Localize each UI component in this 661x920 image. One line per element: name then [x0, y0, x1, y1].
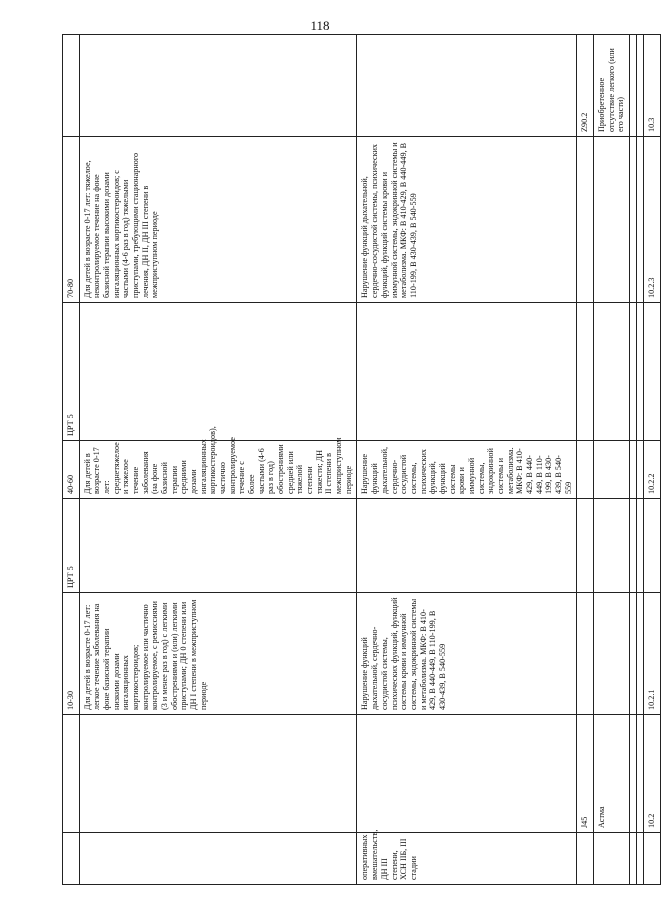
table-cell: [629, 137, 636, 303]
table-cell: Астма: [593, 715, 629, 833]
classification-table: [62, 34, 661, 885]
table-row: [577, 35, 594, 885]
table-cell: [643, 303, 660, 441]
rotated-table-frame: [62, 35, 656, 885]
table-row: [357, 35, 577, 885]
table-cell: [577, 499, 594, 593]
table-cell: [643, 833, 660, 885]
table-cell: [629, 715, 636, 833]
table-cell: [79, 715, 357, 833]
table-cell: [593, 833, 629, 885]
table-cell: [577, 303, 594, 441]
table-container: [62, 35, 656, 885]
table-row: [63, 35, 80, 885]
table-cell: [629, 35, 636, 137]
table-cell: [593, 303, 629, 441]
table-cell: [643, 499, 660, 593]
table-cell: Нарушение функций дыхательной, сердечно-сосудистой системы, психических функций, функций системы крови и иммунной системы, эндокринной системы и метаболизма. МКФ: B 410-429, B 440-449, B 110-199, B 430-439, B 540-559: [357, 137, 577, 303]
table-cell: [636, 441, 643, 499]
table-cell: Приобретенное отсутствие легкого (или его части): [593, 35, 629, 137]
table-cell: Для детей в возрасте 0-17 лет: тяжелое, неконтролируемое течение на фоне базисной терапии высокими дозами ингаляционных кортикостероидов; с частыми (4-6 раз в год) тяжелыми приступами, требующими стационарного лечения, ДН II, ДН III степени в межприступном периоде: [79, 137, 357, 303]
page-number: 118: [310, 18, 330, 33]
table-cell: 10.2: [643, 715, 660, 833]
table-cell: [593, 593, 629, 715]
table-cell: [63, 715, 80, 833]
table-cell: [636, 303, 643, 441]
table-cell: [636, 35, 643, 137]
table-cell: [593, 441, 629, 499]
table-cell: [636, 137, 643, 303]
table-cell: [593, 499, 629, 593]
table-cell: [357, 715, 577, 833]
table-cell: 10.2.3: [643, 137, 660, 303]
table-row: [593, 35, 629, 885]
table-cell: оперативных вмешательств, ДН III степени, ХСН IIБ, III стадии: [357, 833, 577, 885]
table-cell: [79, 499, 357, 593]
table-cell: [629, 499, 636, 593]
table-cell: J45: [577, 715, 594, 833]
table-cell: [593, 137, 629, 303]
table-cell: [636, 499, 643, 593]
table-cell: [629, 593, 636, 715]
table-cell: [79, 35, 357, 137]
table-cell: Нарушение функций дыхательной, сердечно-сосудистой системы, психических функций, функций системы крови и иммунной системы, эндокринной системы и метаболизма. МКФ: B 410-429, B 440-449, B 110-199, B 430-439, B 540-559: [357, 593, 577, 715]
table-cell: ЦРТ 5: [63, 499, 80, 593]
table-cell: [63, 833, 80, 885]
table-cell: Z90.2: [577, 35, 594, 137]
table-cell: 40-60: [63, 441, 80, 499]
table-cell: [357, 303, 577, 441]
table-cell: [629, 441, 636, 499]
table-cell: [577, 833, 594, 885]
table-cell: [577, 593, 594, 715]
table-row: [629, 35, 636, 885]
table-cell: [63, 35, 80, 137]
table-cell: 10.2.1: [643, 593, 660, 715]
table-cell: Для детей в возрасте 0-17 лет: среднетяжелое и тяжелое течение заболевания (на фоне базисной терапии средними дозами ингаляционных кортикостероидов), частично контролируемое течение с более частыми (4-6 раз в год) обострениями средней или тяжелой степени тяжести; ДН II степени в межприступном периоде: [79, 441, 357, 499]
table-cell: 70-80: [63, 137, 80, 303]
table-cell: [79, 833, 357, 885]
table-cell: [636, 715, 643, 833]
table-row: [636, 35, 643, 885]
table-row: [643, 35, 660, 885]
table-cell: [577, 137, 594, 303]
table-cell: [357, 499, 577, 593]
table-cell: [629, 833, 636, 885]
table-cell: [577, 441, 594, 499]
table-cell: 10-30: [63, 593, 80, 715]
table-cell: [357, 35, 577, 137]
table-cell: ЦРТ 5: [63, 303, 80, 441]
table-cell: 10.3: [643, 35, 660, 137]
table-row: [79, 35, 357, 885]
table-cell: [636, 593, 643, 715]
table-cell: [79, 303, 357, 441]
table-cell: Для детей в возрасте 0-17 лет: легкое течение заболевания на фоне базисной терапии низкими дозами ингаляционных кортикостероидов; контролируемое или частично контролируемое, с ремиссиями (3 и менее раз в год) с легкими обострениями и (или) легкими приступами; ДН 0 степени или ДН I степени в межприступном периоде: [79, 593, 357, 715]
table-cell: 10.2.2: [643, 441, 660, 499]
table-cell: [629, 303, 636, 441]
table-cell: [636, 833, 643, 885]
table-cell: Нарушение функций дыхательной, сердечно-сосудистой системы, психических функций, функций системы крови и иммунной системы, эндокринной системы и метаболизма. МКФ: B 410-429, B 440-449, B 110-199, B 430-439, B 540-559: [357, 441, 577, 499]
